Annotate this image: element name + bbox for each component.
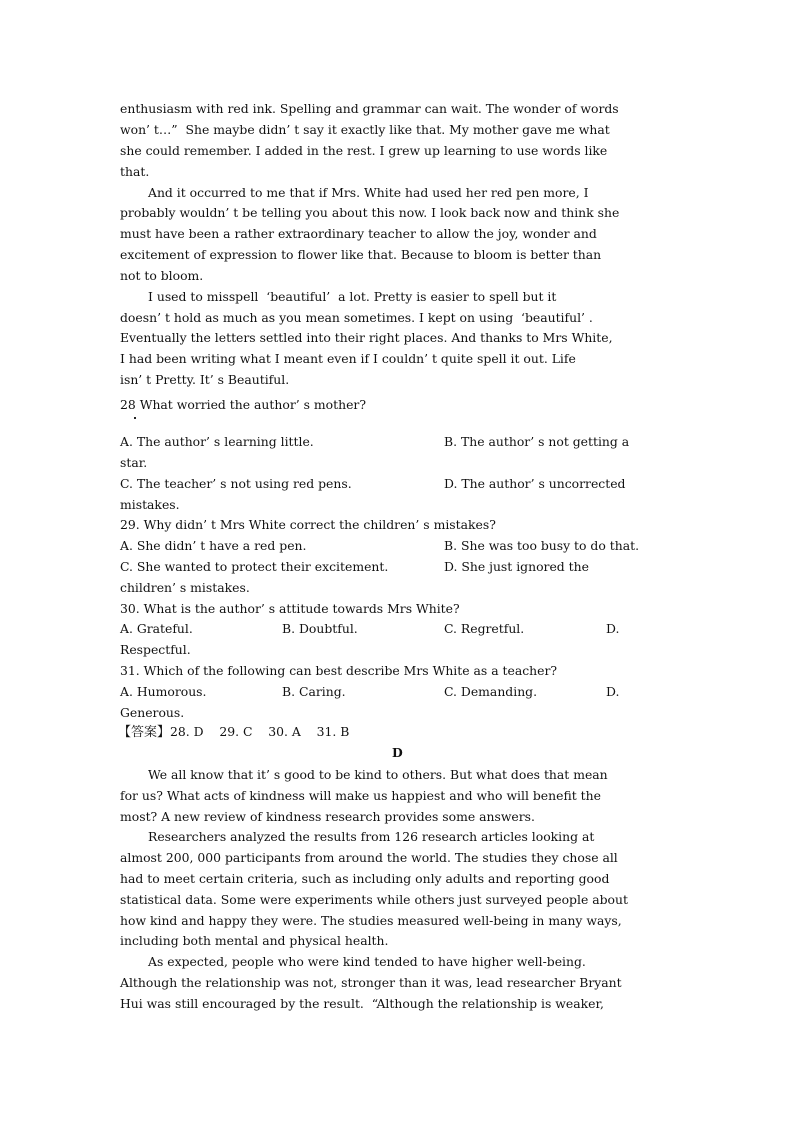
passage-line: must have been a rather extraordinary teacher to allow the joy, wonder and [120,226,597,241]
passage-line: I used to misspell ‘beautiful’ a lot. Pretty is easier to spell but it [148,289,557,304]
passage-line: We all know that it’ s good to be kind to others. But what does that mean [148,767,608,782]
option-a: A. She didn’ t have a red pen. [120,538,307,553]
option-d-continued: Generous. [120,705,185,720]
passage-line: most? A new review of kindness research provides some answers. [120,809,535,824]
section-heading: D [392,745,403,760]
answer-key [118,724,349,741]
passage-line: probably wouldn’ t be telling you about this now. I look back now and think she [120,205,620,220]
option-c: C. Regretful. [444,621,525,636]
passage-line: had to meet certain criteria, such as including only adults and reporting good [120,871,610,886]
passage-line: Hui was still encouraged by the result. “Although the relationship is weaker, [120,996,604,1011]
passage-line: As expected, people who were kind tended to have higher well-being. [148,954,586,969]
option-b: B. She was too busy to do that. [444,538,640,553]
option-a: A. Grateful. [120,621,193,636]
option-b: B. Caring. [282,684,346,699]
question-stem: 30. What is the author’ s attitude towards Mrs White? [120,601,460,616]
answer-key-label: 【答案】 [118,725,171,740]
option-b: B. Doubtful. [282,621,358,636]
option-c: C. Demanding. [444,684,538,699]
passage-line: for us? What acts of kindness will make us happiest and who will benefit the [120,788,601,803]
passage-line: isn’ t Pretty. It’ s Beautiful. [120,372,290,387]
passage-line: doesn’ t hold as much as you mean sometimes. I kept on using ‘beautiful’ . [120,310,593,325]
passage-line: Researchers analyzed the results from 126 research articles looking at [148,829,595,844]
passage-line: excitement of expression to flower like that. Because to bloom is better than [120,247,602,262]
question-stem: 28 What worried the author’ s mother? [120,397,366,412]
passage-line: almost 200, 000 participants from around the world. The studies they chose all [120,850,618,865]
answer-key-text: 28. D 29. C 30. A 31. B [170,724,350,739]
passage-line: Eventually the letters settled into their right places. And thanks to Mrs White, [120,330,613,345]
option-d: D. [606,684,620,699]
passage-line: she could remember. I added in the rest. I grew up learning to use words like [120,143,608,158]
option-d: D. The author’ s uncorrected [444,476,626,491]
option-a: A. The author’ s learning little. [120,434,314,449]
passage-line: statistical data. Some were experiments while others just surveyed people about [120,892,628,907]
option-d: D. She just ignored the [444,559,589,574]
passage-line: including both mental and physical health. [120,933,389,948]
question-stem: 31. Which of the following can best describe Mrs White as a teacher? [120,663,558,678]
option-a: A. Humorous. [120,684,207,699]
option-b-continued: star. [120,455,148,470]
stray-dot [134,417,136,419]
option-d-continued: Respectful. [120,642,191,657]
passage-line: won’ t…” She maybe didn’ t say it exactly like that. My mother gave me what [120,122,610,137]
option-c: C. She wanted to protect their excitement. [120,559,389,574]
passage-line: that. [120,164,150,179]
option-d: D. [606,621,620,636]
passage-line: And it occurred to me that if Mrs. White had used her red pen more, I [148,185,589,200]
option-d-continued: mistakes. [120,497,180,512]
passage-line: I had been writing what I meant even if I couldn’ t quite spell it out. Life [120,351,576,366]
passage-line: not to bloom. [120,268,204,283]
passage-line: Although the relationship was not, stronger than it was, lead researcher Bryant [120,975,622,990]
option-d-continued: children’ s mistakes. [120,580,250,595]
option-c: C. The teacher’ s not using red pens. [120,476,352,491]
question-stem: 29. Why didn’ t Mrs White correct the children’ s mistakes? [120,517,496,532]
passage-line: enthusiasm with red ink. Spelling and grammar can wait. The wonder of words [120,101,619,116]
passage-line: how kind and happy they were. The studies measured well-being in many ways, [120,913,622,928]
option-b: B. The author’ s not getting a [444,434,630,449]
